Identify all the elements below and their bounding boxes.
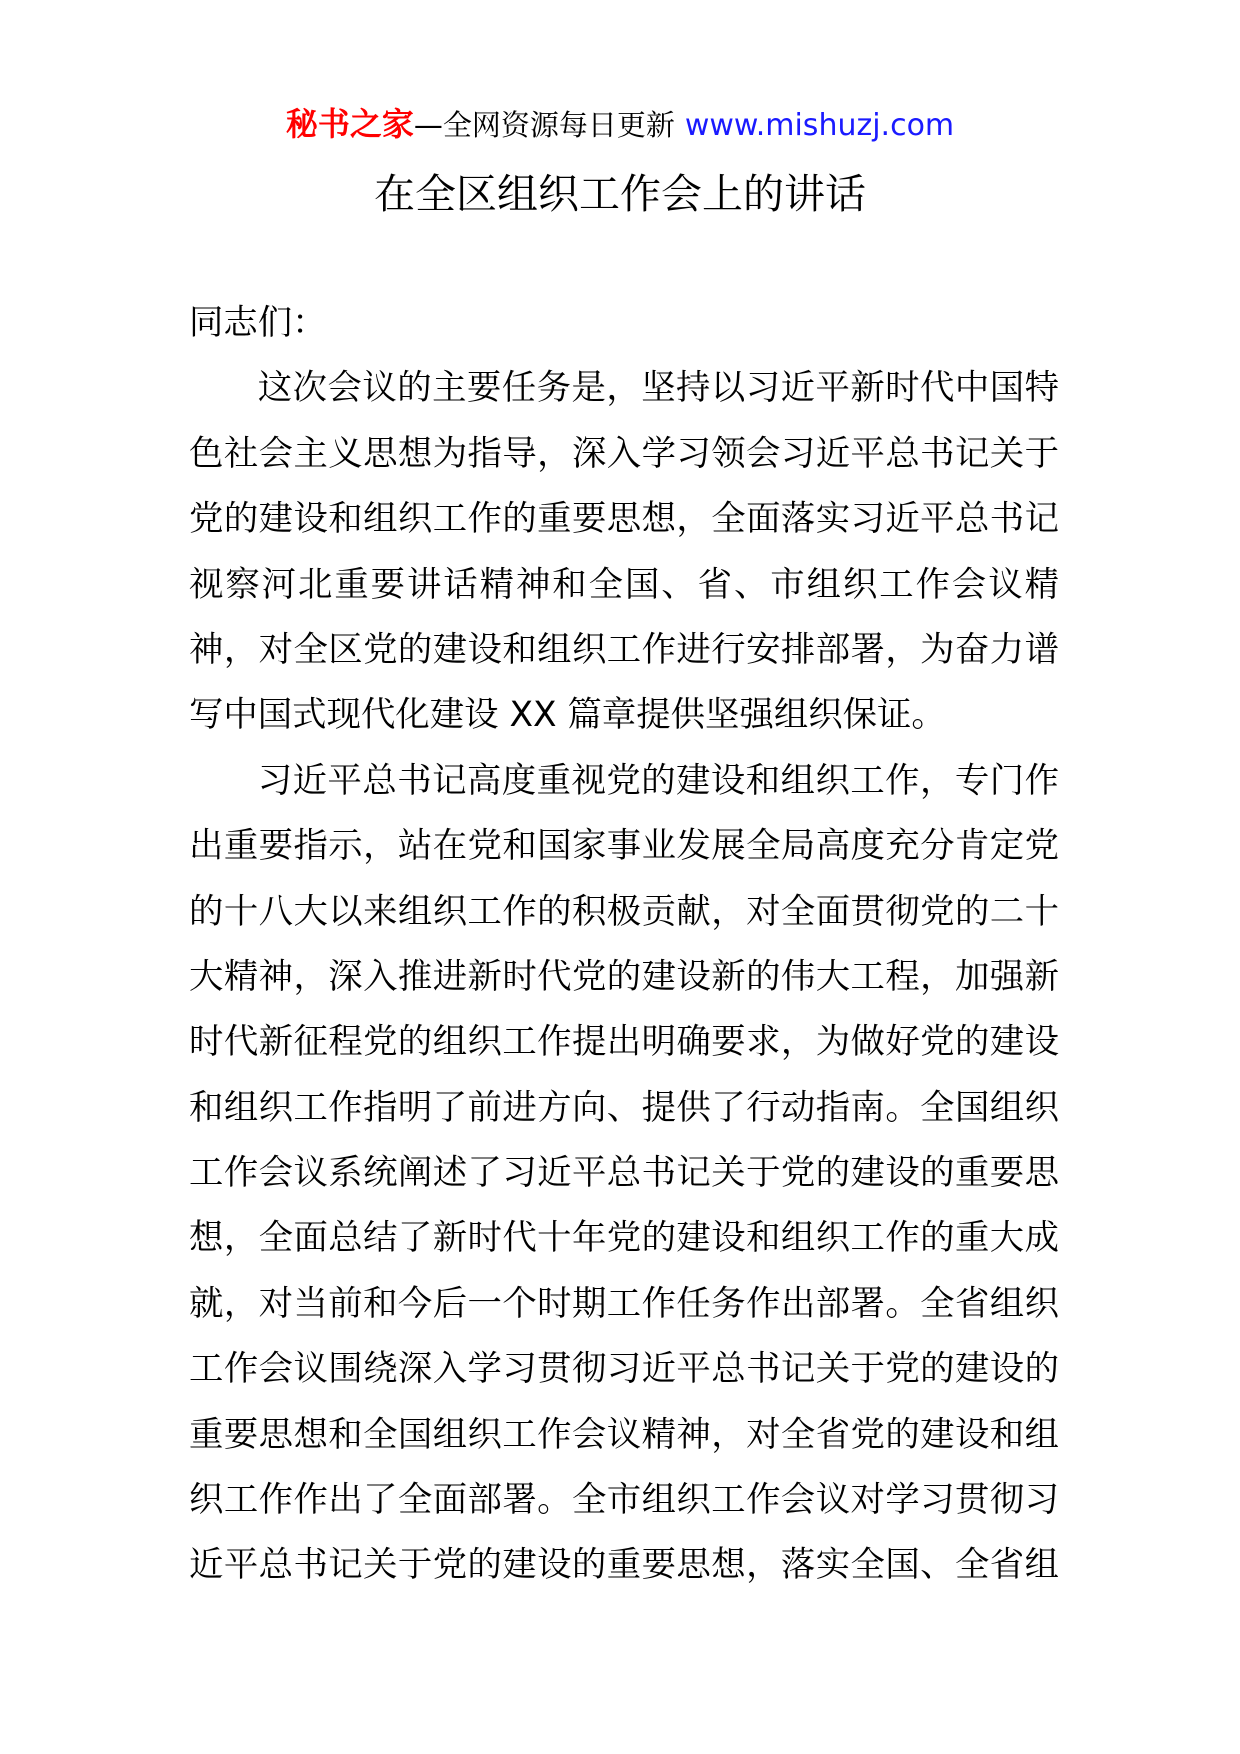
paragraph-line: 想，全面总结了新时代十年党的建设和组织工作的重大成	[189, 1218, 1059, 1259]
site-url: www.mishuzj.com	[684, 108, 955, 143]
paragraph	[189, 749, 1059, 1599]
salutation: 同志们：	[189, 303, 327, 343]
paragraph-line: 习近平总书记高度重视党的建设和组织工作，专门作	[257, 760, 1059, 801]
site-header	[0, 104, 1240, 144]
paragraph-line: 工作会议围绕深入学习贯彻习近平总书记关于党的建设的	[189, 1349, 1059, 1390]
paragraph-line: 色社会主义思想为指导，深入学习领会习近平总书记关于	[189, 433, 1059, 474]
paragraph-line: 视察河北重要讲话精神和全国、省、市组织工作会议精	[189, 564, 1059, 605]
paragraph-line: 重要思想和全国组织工作会议精神，对全省党的建设和组	[189, 1414, 1059, 1455]
paragraph-line: 的十八大以来组织工作的积极贡献，对全面贯彻党的二十	[189, 891, 1059, 932]
paragraph-line: 写中国式现代化建设 XX 篇章提供坚强组织保证。	[189, 695, 946, 736]
paragraph	[189, 356, 1059, 748]
paragraph-line: 就，对当前和今后一个时期工作任务作出部署。全省组织	[189, 1283, 1059, 1324]
paragraph-line: 织工作作出了全面部署。全市组织工作会议对学习贯彻习	[189, 1480, 1059, 1521]
paragraph-line: 大精神，深入推进新时代党的建设新的伟大工程，加强新	[189, 956, 1059, 997]
paragraph-line: 出重要指示，站在党和国家事业发展全局高度充分肯定党	[189, 826, 1059, 867]
document-title: 在全区组织工作会上的讲话	[374, 170, 866, 218]
paragraph-line: 时代新征程党的组织工作提出明确要求，为做好党的建设	[189, 1022, 1059, 1063]
paragraph-line: 这次会议的主要任务是，坚持以习近平新时代中国特	[257, 368, 1059, 409]
site-tagline: —全网资源每日更新	[413, 108, 675, 142]
paragraph-line: 神，对全区党的建设和组织工作进行安排部署，为奋力谱	[189, 629, 1059, 670]
paragraph-line: 党的建设和组织工作的重要思想，全面落实习近平总书记	[189, 499, 1059, 540]
document-body	[189, 291, 1059, 1599]
paragraph-line: 和组织工作指明了前进方向、提供了行动指南。全国组织	[189, 1087, 1059, 1128]
paragraph-line: 工作会议系统阐述了习近平总书记关于党的建设的重要思	[189, 1153, 1059, 1194]
paragraph-line: 近平总书记关于党的建设的重要思想，落实全国、全省组	[189, 1545, 1059, 1586]
site-brand: 秘书之家	[285, 105, 414, 143]
